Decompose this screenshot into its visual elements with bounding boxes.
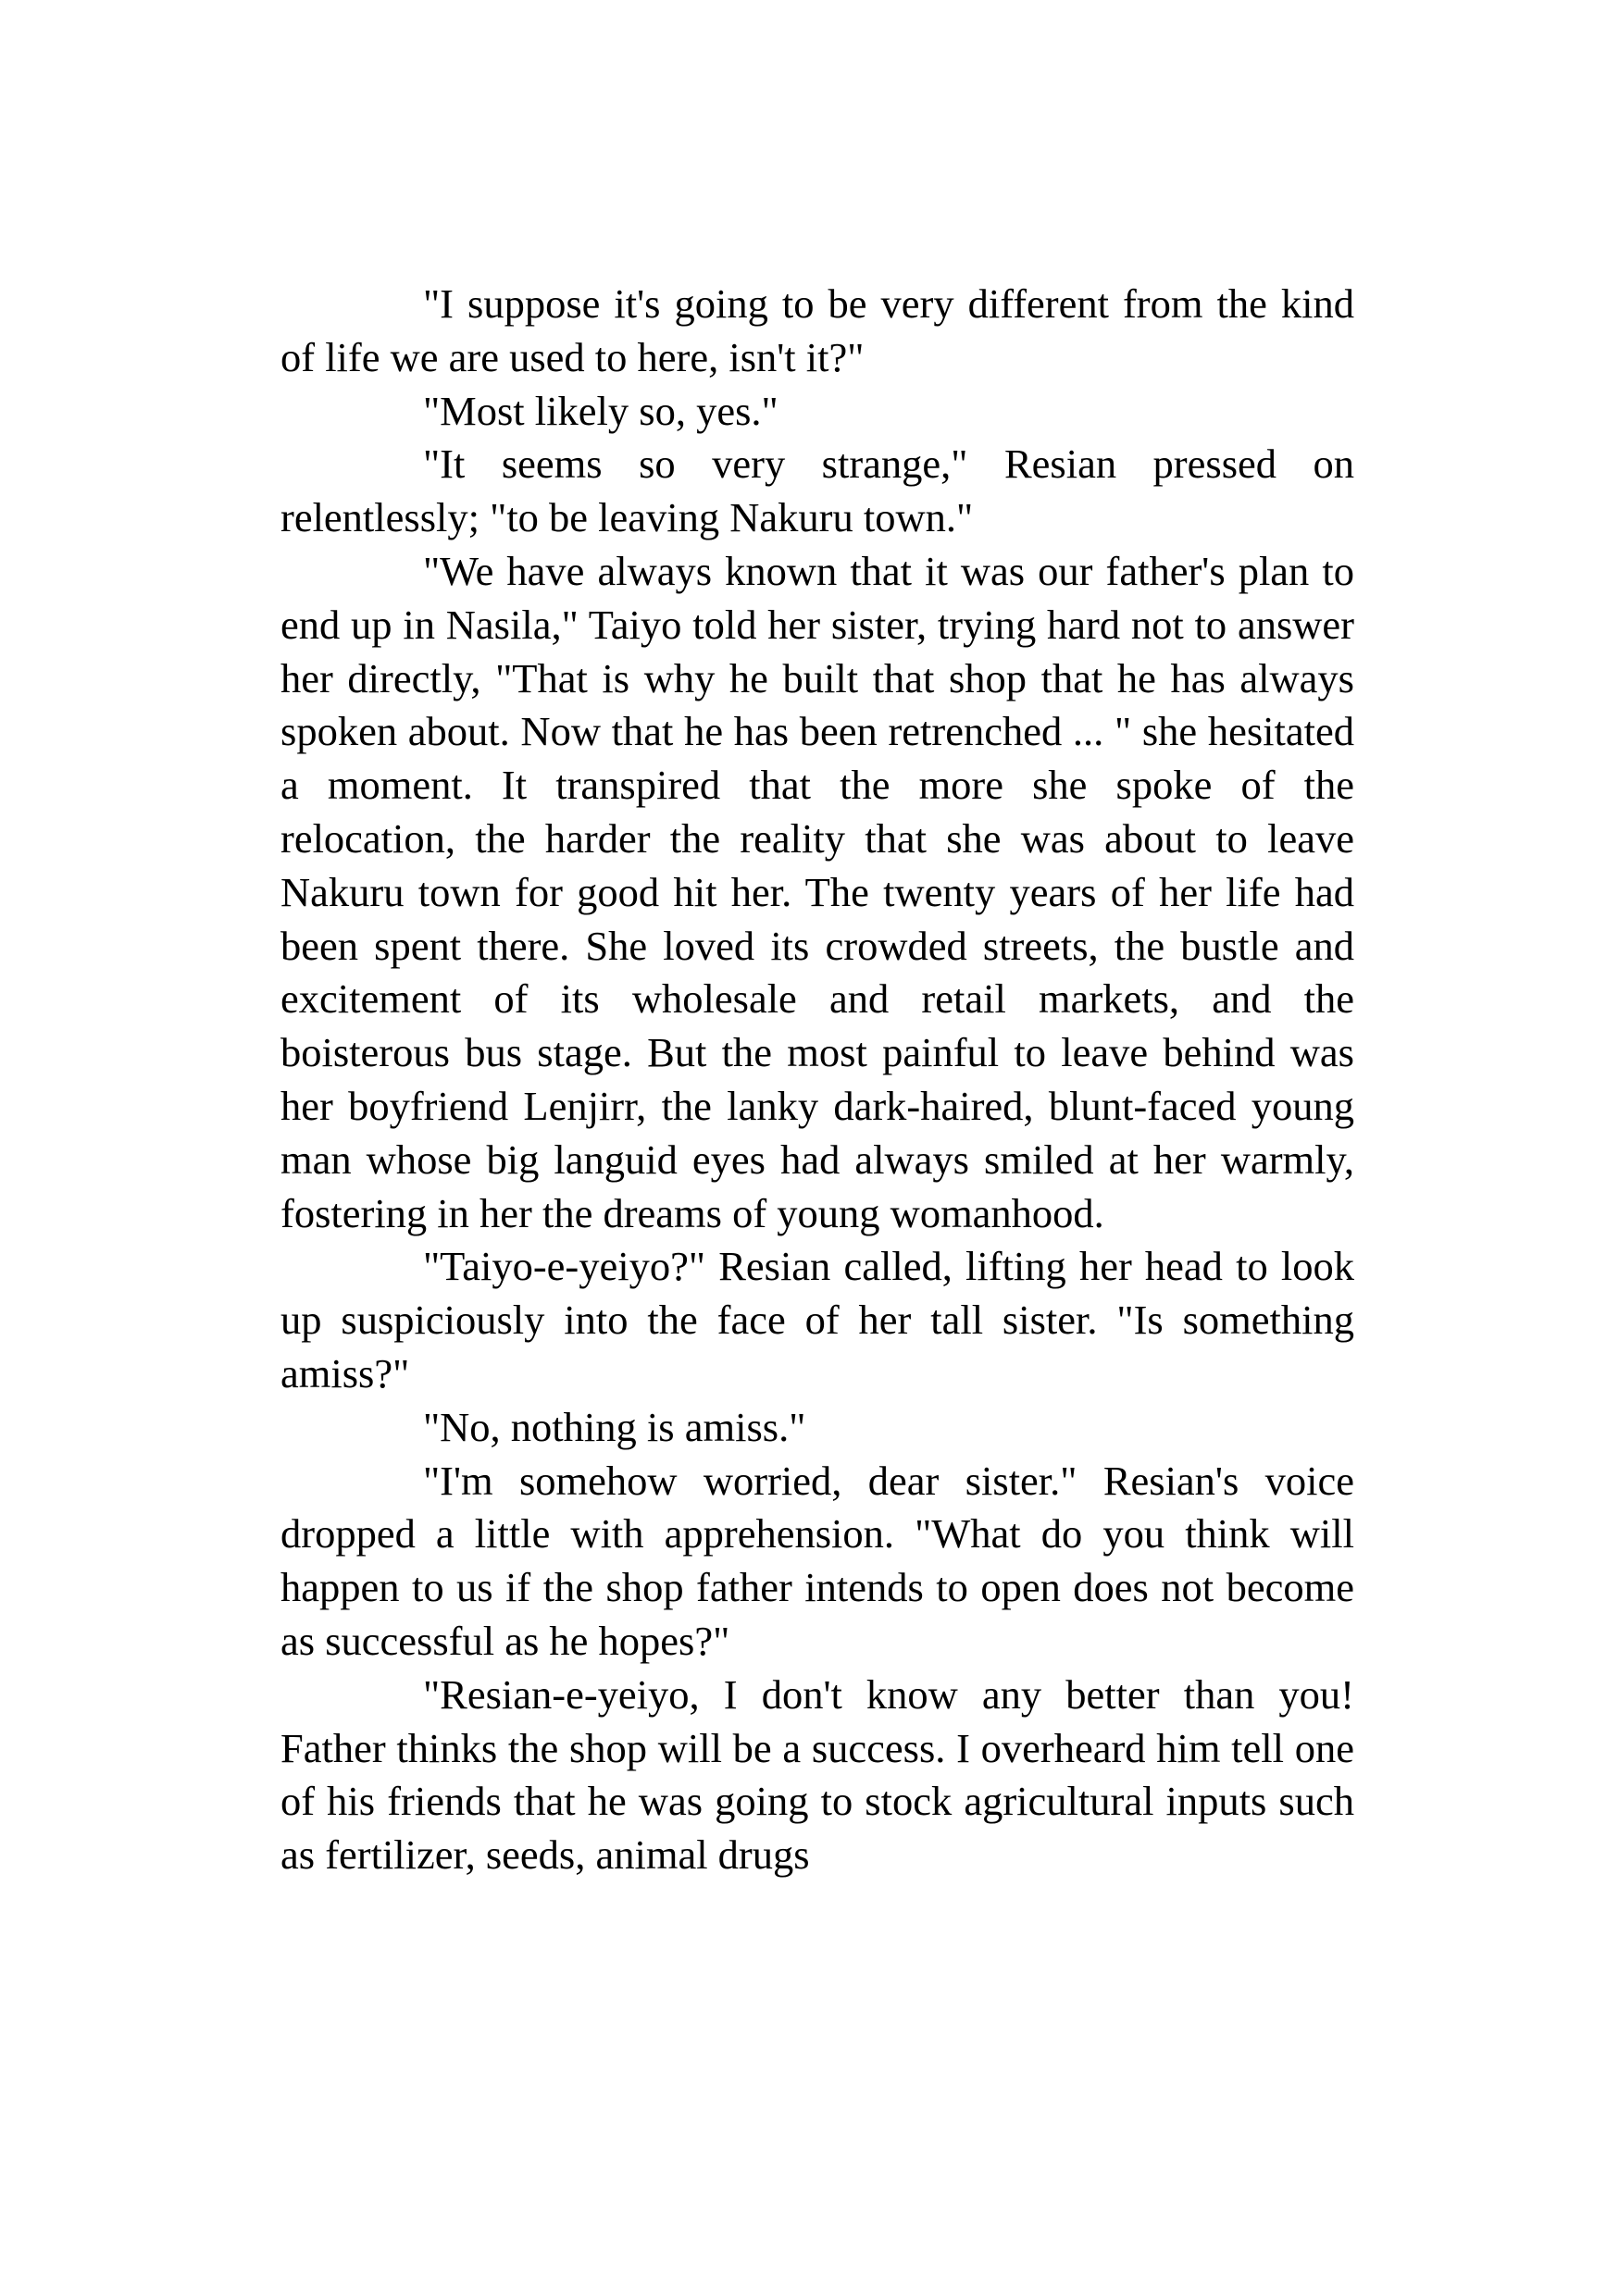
paragraph-3: "It seems so very strange," Resian pressed on relentlessly; "to be leaving Nakuru town.": [280, 441, 1354, 541]
paragraph-5: "Taiyo-e-yeiyo?" Resian called, lifting her head to look up suspiciously into the face of her tall sister. "Is something amiss?": [280, 1243, 1354, 1396]
paragraph-4: "We have always known that it was our father's plan to end up in Nasila," Taiyo told her sister, trying hard not to answer her directly, "That is why he built that shop that he has always spoken about. Now that he has been retrenched ... " she hesitated a moment. It transpired that the more she spoke of the relocation, the harder the reality that she was about to leave Nakuru town for good hit her. The twenty years of her life had been spent there. She loved its crowded streets, the bustle and excitement of its wholesale and retail markets, and the boisterous bus stage. But the most painful to leave behind was her boyfriend Lenjirr, the lanky dark-haired, blunt-faced young man whose big languid eyes had always smiled at her warmly, fostering in her the dreams of young womanhood.: [280, 547, 1354, 1236]
paragraph-2: "Most likely so, yes.": [423, 387, 778, 434]
paragraph-7: "I'm somehow worried, dear sister." Resian's voice dropped a little with apprehension. "What do you think will happen to us if the shop father intends to open does not become as successful as he hopes?": [280, 1457, 1354, 1664]
paragraph-8: "Resian-e-yeiyo, I don't know any better than you! Father thinks the shop will be a success. I overheard him tell one of his friends that he was going to stock agricultural inputs such as fertilizer, seeds, animal drugs: [280, 1670, 1354, 1879]
paragraph-1: "I suppose it's going to be very different from the kind of life we are used to here, isn't it?": [280, 280, 1354, 380]
page-body-text: [280, 278, 1354, 1882]
paragraph-6: "No, nothing is amiss.": [423, 1403, 806, 1450]
